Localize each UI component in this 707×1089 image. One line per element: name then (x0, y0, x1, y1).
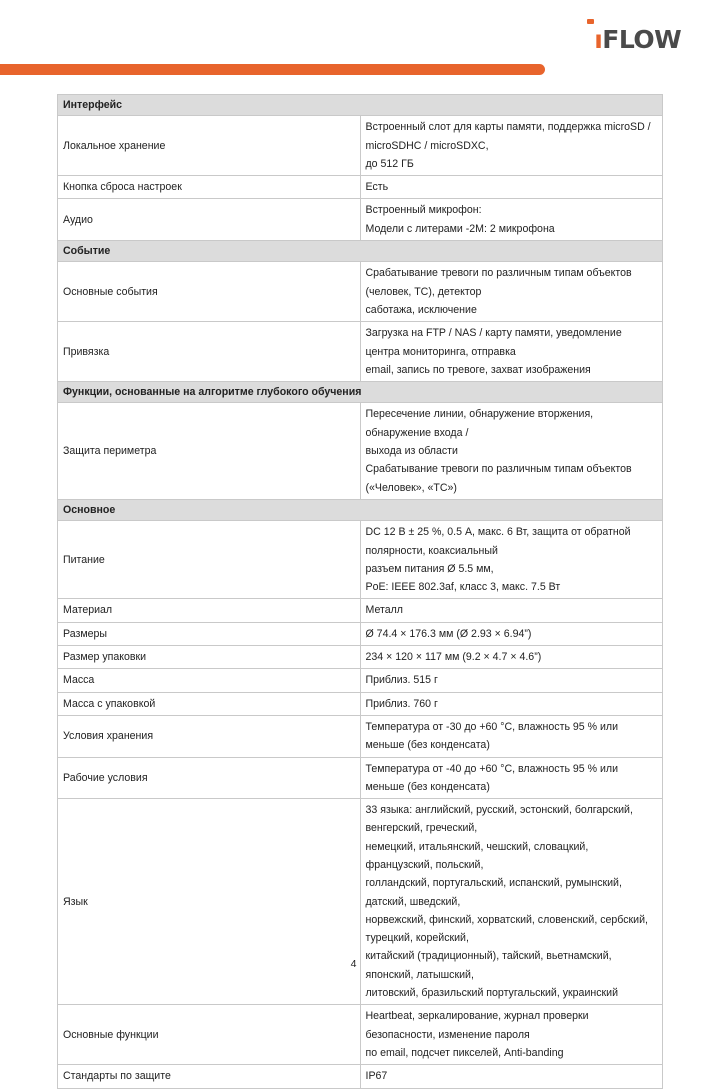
spec-value (360, 799, 663, 1005)
spec-value (360, 262, 663, 322)
spec-value-line: Встроенный слот для карты памяти, поддержка microSD / microSDHC / microSDXC, (365, 121, 651, 152)
spec-value-line: Срабатывание тревоги по различным типам объектов (человек, ТС), детектор (365, 267, 632, 298)
spec-value-line: Ø 74.4 × 176.3 мм (Ø 2.93 × 6.94”) (365, 627, 532, 640)
spec-value (360, 1005, 663, 1065)
spec-value-line: Температура от -30 до +60 °C, влажность 95 % или меньше (без конденсата) (365, 720, 619, 752)
spec-value-line: выхода из области (365, 445, 458, 458)
spec-value-line: DC 12 В ± 25 %, 0.5 А, макс. 6 Вт, защита от обратной полярности, коаксиальный (365, 526, 631, 557)
spec-label: Защита периметра (58, 403, 361, 499)
spec-row (58, 692, 663, 715)
spec-table (57, 94, 663, 1089)
spec-label: Условия хранения (58, 715, 361, 757)
spec-value-line: Приблиз. 760 г (365, 697, 438, 710)
spec-row (58, 669, 663, 692)
spec-row (58, 622, 663, 645)
spec-label: Рабочие условия (58, 757, 361, 799)
spec-label: Локальное хранение (58, 116, 361, 176)
spec-value-line: Срабатывание тревоги по различным типам объектов («Человек», «ТС») (365, 463, 632, 494)
spec-value (360, 599, 663, 622)
spec-value-line: разъем питания Ø 5.5 мм, (365, 562, 494, 575)
spec-value-line: до 512 ГБ (365, 157, 414, 170)
spec-value (360, 1065, 663, 1088)
spec-value (360, 669, 663, 692)
spec-value-line: литовский, бразильский португальский, украинский (365, 987, 618, 1000)
spec-value (360, 116, 663, 176)
spec-label: Основные события (58, 262, 361, 322)
brand-logo (586, 24, 681, 52)
logo-text: FLOW (602, 25, 682, 54)
spec-label: Масса с упаковкой (58, 692, 361, 715)
spec-value-line: Есть (365, 181, 389, 194)
spec-row (58, 116, 663, 176)
section-title: Интерфейс (58, 95, 663, 116)
spec-row (58, 322, 663, 382)
section-header-row (58, 499, 663, 520)
spec-value (360, 403, 663, 499)
spec-label: Кнопка сброса настроек (58, 176, 361, 199)
section-title: Функции, основанные на алгоритме глубокого обучения (58, 382, 663, 403)
page-number: 4 (350, 958, 357, 970)
spec-value-line: голландский, португальский, испанский, румынский, датский, шведский, (365, 877, 622, 908)
spec-value (360, 692, 663, 715)
spec-label: Размер упаковки (58, 646, 361, 669)
spec-value-line: норвежский, финский, хорватский, словенский, сербский, турецкий, корейский, (365, 913, 648, 945)
spec-label: Привязка (58, 322, 361, 382)
spec-row (58, 403, 663, 499)
spec-value-line: Температура от -40 до +60 °C, влажность 95 % или меньше (без конденсата) (365, 762, 619, 793)
spec-value (360, 176, 663, 199)
spec-value-line: 234 × 120 × 117 мм (9.2 × 4.7 × 4.6”) (365, 651, 542, 664)
spec-label: Язык (58, 799, 361, 1005)
spec-value-line: Heartbeat, зеркалирование, журнал проверки безопасности, изменение пароля (365, 1010, 589, 1041)
logo-i-glyph (586, 23, 602, 52)
spec-row (58, 799, 663, 1005)
spec-row (58, 1065, 663, 1088)
spec-label: Питание (58, 521, 361, 599)
logo-i-stem: ı (594, 25, 603, 54)
spec-table-body (58, 95, 663, 1089)
section-header-row (58, 241, 663, 262)
spec-value (360, 757, 663, 799)
spec-value-line: Модели с литерами -2M: 2 микрофона (365, 222, 555, 235)
spec-label: Материал (58, 599, 361, 622)
spec-row (58, 199, 663, 241)
spec-value (360, 622, 663, 645)
spec-value-line: 33 языка: английский, русский, эстонский, болгарский, венгерский, греческий, (365, 804, 633, 835)
section-header-row (58, 382, 663, 403)
spec-value-line: Загрузка на FTP / NAS / карту памяти, уведомление центра мониторинга, отправка (365, 327, 622, 358)
spec-row (58, 646, 663, 669)
spec-row (58, 715, 663, 757)
spec-value-line: Встроенный микрофон: (365, 204, 482, 217)
spec-value-line: Металл (365, 604, 403, 617)
spec-label: Аудио (58, 199, 361, 241)
spec-label: Масса (58, 669, 361, 692)
spec-value-line: саботажа, исключение (365, 303, 477, 316)
spec-value-line: email, запись по тревоге, захват изображения (365, 363, 591, 376)
section-title: Основное (58, 499, 663, 520)
spec-value-line: PoE: IEEE 802.3af, класс 3, макс. 7.5 Вт (365, 581, 561, 594)
spec-value-line: китайский (традиционный), тайский, вьетнамский, японский, латышский, (365, 950, 612, 981)
spec-row (58, 262, 663, 322)
spec-row (58, 599, 663, 622)
spec-value-line: по email, подсчет пикселей, Anti-banding (365, 1046, 564, 1059)
spec-value (360, 646, 663, 669)
spec-value-line: Пересечение линии, обнаружение вторжения, обнаружение входа / (365, 408, 594, 439)
section-header-row (58, 95, 663, 116)
spec-value-line: IP67 (365, 1070, 388, 1083)
spec-row (58, 176, 663, 199)
spec-value-line: немецкий, итальянский, чешский, словацкий, французский, польский, (365, 840, 589, 871)
spec-label: Размеры (58, 622, 361, 645)
spec-value (360, 322, 663, 382)
spec-row (58, 1005, 663, 1065)
spec-label: Основные функции (58, 1005, 361, 1065)
spec-value (360, 521, 663, 599)
header-accent-bar (0, 64, 545, 75)
spec-row (58, 757, 663, 799)
spec-value (360, 199, 663, 241)
spec-row (58, 521, 663, 599)
section-title: Событие (58, 241, 663, 262)
spec-value (360, 715, 663, 757)
spec-label: Стандарты по защите (58, 1065, 361, 1088)
spec-value-line: Приблиз. 515 г (365, 674, 438, 687)
logo-dot (587, 19, 594, 24)
